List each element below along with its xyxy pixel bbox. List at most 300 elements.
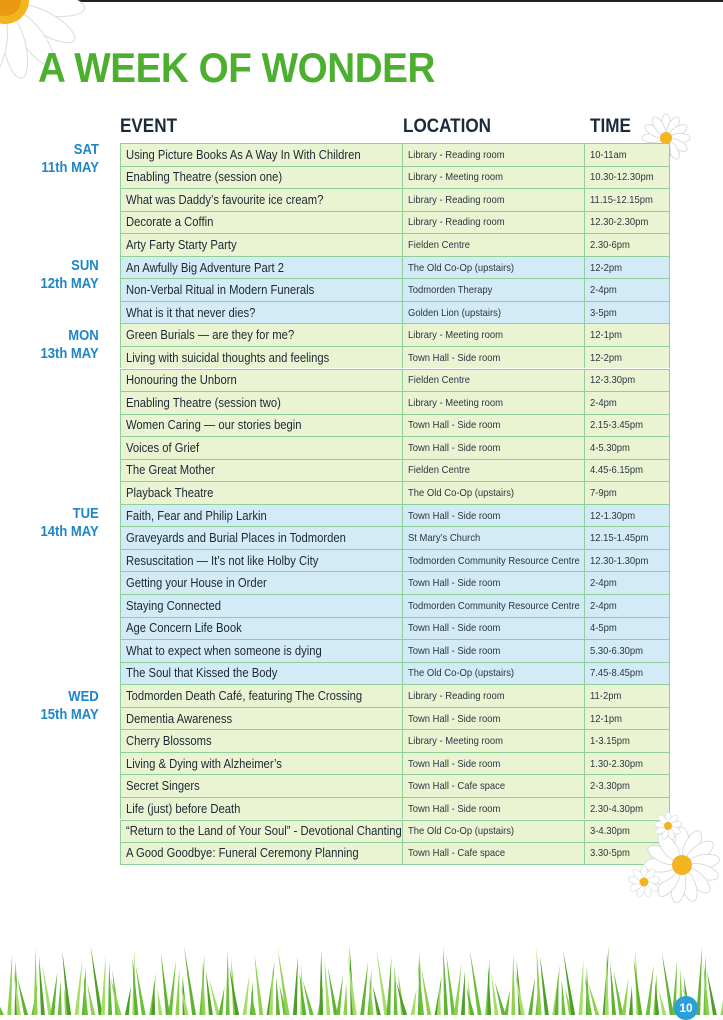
page-number-badge: 10: [674, 996, 698, 1020]
event-cell: [120, 211, 402, 234]
location-cell: [402, 549, 584, 572]
location-cell-text: The Old Co-Op (upstairs): [408, 487, 515, 500]
table-row: [120, 143, 670, 166]
table-row: [120, 729, 670, 752]
grass-blade: [336, 975, 343, 1015]
event-cell: [120, 346, 402, 369]
table-row: [120, 346, 670, 369]
time-cell: [584, 346, 670, 369]
time-cell: [584, 684, 670, 707]
time-cell: [584, 526, 670, 549]
event-column-header: EVENT: [120, 116, 178, 137]
location-cell-text: Town Hall - Side room: [408, 757, 501, 770]
time-cell-text: 12-2pm: [590, 351, 623, 364]
event-cell-text: An Awfully Big Adventure Part 2: [126, 260, 285, 275]
table-row: [120, 504, 670, 527]
table-row: [120, 707, 670, 730]
location-cell-text: Town Hall - Side room: [408, 441, 501, 454]
event-cell-text: Life (just) before Death: [126, 801, 241, 816]
location-cell-text: Town Hall - Side room: [408, 419, 501, 432]
time-cell: [584, 504, 670, 527]
time-cell: [584, 323, 670, 346]
time-cell-text: 10-11am: [590, 148, 627, 161]
location-cell-text: Town Hall - Side room: [408, 644, 501, 657]
grass-blade: [343, 983, 347, 1015]
location-cell-text: Library - Reading room: [408, 193, 505, 206]
event-cell-text: Resuscitation — It’s not like Holby City: [126, 553, 319, 568]
page-title: A WEEK OF WONDER: [38, 44, 435, 91]
grass-blade: [454, 963, 462, 1015]
location-cell: [402, 369, 584, 392]
grass-blade: [276, 977, 280, 1015]
table-row: [120, 166, 670, 189]
location-cell: [402, 797, 584, 820]
time-cell-text: 1.30-2.30pm: [590, 757, 644, 770]
location-cell: [402, 211, 584, 234]
event-cell-text: The Soul that Kissed the Body: [126, 666, 278, 681]
event-cell-text: Voices of Grief: [126, 440, 200, 455]
location-cell-text: Town Hall - Side room: [408, 712, 501, 725]
location-cell: [402, 233, 584, 256]
location-cell: [402, 842, 584, 865]
location-cell: [402, 323, 584, 346]
grass-blade: [50, 972, 57, 1015]
grass-blade: [34, 948, 38, 1015]
location-cell-text: Fielden Centre: [408, 238, 470, 251]
event-cell-text: Women Caring — our stories begin: [126, 418, 302, 433]
time-cell-text: 2-3.30pm: [590, 780, 630, 793]
grass-blade: [62, 951, 71, 1015]
grass-blade: [254, 953, 263, 1015]
event-cell: [120, 797, 402, 820]
grass-blade: [554, 972, 558, 1015]
event-cell-text: The Great Mother: [126, 463, 215, 478]
event-cell: [120, 526, 402, 549]
time-cell: [584, 166, 670, 189]
location-cell-text: Fielden Centre: [408, 464, 470, 477]
location-cell-text: Library - Meeting room: [408, 396, 504, 409]
location-cell: [402, 278, 584, 301]
table-row: [120, 301, 670, 324]
event-cell-text: A Good Goodbye: Funeral Ceremony Planning: [126, 846, 359, 861]
event-cell: [120, 278, 402, 301]
location-cell: [402, 391, 584, 414]
day-name: SAT: [73, 142, 99, 158]
time-cell-text: 4-5pm: [590, 622, 617, 635]
table-row: [120, 459, 670, 482]
day-label-sat: [35, 141, 99, 177]
grass-blade: [58, 980, 62, 1015]
event-cell-text: Using Picture Books As A Way In With Children: [126, 147, 361, 162]
grass-blade: [360, 962, 368, 1015]
table-row: [120, 391, 670, 414]
time-cell: [584, 571, 670, 594]
grass-blade: [269, 969, 273, 1015]
event-cell: [120, 617, 402, 640]
grass-blade: [370, 978, 374, 1015]
time-cell: [584, 481, 670, 504]
location-cell-text: Town Hall - Side room: [408, 577, 501, 590]
event-cell-text: Dementia Awareness: [126, 711, 233, 726]
day-label-wed: [34, 688, 99, 724]
table-row: [120, 211, 670, 234]
table-row: [120, 797, 670, 820]
grass-blade: [101, 954, 106, 1015]
grass-blade: [659, 989, 667, 1015]
location-cell-text: Town Hall - Side room: [408, 622, 501, 635]
event-cell: [120, 639, 402, 662]
time-cell-text: 7-9pm: [590, 487, 617, 500]
location-cell-text: Town Hall - Cafe space: [408, 780, 506, 793]
table-row: [120, 571, 670, 594]
time-cell-text: 2-4pm: [590, 396, 617, 409]
table-row: [120, 369, 670, 392]
event-cell: [120, 166, 402, 189]
table-row: [120, 233, 670, 256]
event-cell-text: Staying Connected: [126, 598, 222, 613]
time-cell-text: 2.30-4.30pm: [590, 802, 644, 815]
day-label-sun: [34, 257, 99, 293]
grass-blade: [243, 974, 250, 1015]
event-cell-text: Age Concern Life Book: [126, 621, 242, 636]
time-cell: [584, 143, 670, 166]
day-date: 12th MAY: [40, 276, 99, 292]
location-cell: [402, 820, 584, 843]
time-cell: [584, 617, 670, 640]
grass-blade: [610, 962, 616, 1015]
grass-blade: [348, 954, 357, 1015]
event-cell-text: Cherry Blossoms: [126, 734, 212, 749]
time-cell: [584, 436, 670, 459]
grass-blade: [655, 981, 659, 1015]
table-row: [120, 549, 670, 572]
event-cell: [120, 752, 402, 775]
location-cell-text: The Old Co-Op (upstairs): [408, 667, 515, 680]
table-row: [120, 639, 670, 662]
time-cell: [584, 774, 670, 797]
time-cell: [584, 459, 670, 482]
grass-blade: [528, 977, 535, 1015]
grass-blade: [75, 959, 83, 1015]
grass-blade: [87, 983, 95, 1015]
event-cell: [120, 504, 402, 527]
grass-blade: [629, 986, 633, 1015]
time-cell-text: 2-4pm: [590, 284, 617, 297]
time-cell-text: 12.30-1.30pm: [590, 554, 649, 567]
day-name: WED: [68, 689, 99, 705]
location-cell: [402, 436, 584, 459]
location-cell: [402, 639, 584, 662]
grass-blade: [622, 978, 629, 1015]
event-cell-text: Non-Verbal Ritual in Modern Funerals: [126, 283, 315, 298]
grass-blade: [158, 989, 163, 1015]
table-row: [120, 752, 670, 775]
location-cell-text: Town Hall - Side room: [408, 351, 501, 364]
table-row: [120, 323, 670, 346]
event-cell: [120, 301, 402, 324]
event-cell: [120, 143, 402, 166]
time-cell: [584, 639, 670, 662]
time-cell-text: 12-2pm: [590, 261, 623, 274]
day-name: MON: [68, 328, 99, 344]
location-cell-text: Library - Reading room: [408, 216, 505, 229]
location-cell: [402, 481, 584, 504]
grass-blade: [168, 960, 176, 1015]
grass-blade: [319, 951, 323, 1015]
time-cell: [584, 278, 670, 301]
time-cell: [584, 549, 670, 572]
table-row: [120, 684, 670, 707]
event-cell: [120, 369, 402, 392]
event-cell: [120, 729, 402, 752]
time-cell: [584, 414, 670, 437]
grass-blade: [39, 956, 45, 1015]
time-cell: [584, 233, 670, 256]
event-cell-text: Living with suicidal thoughts and feelings: [126, 350, 330, 365]
location-cell-text: Todmorden Therapy: [408, 284, 493, 297]
event-cell-text: Living & Dying with Alzheimer’s: [126, 756, 282, 771]
grass-blade: [84, 975, 88, 1015]
time-cell-text: 4.45-6.15pm: [590, 464, 644, 477]
day-name: SUN: [71, 258, 99, 274]
time-cell-text: 1-3.15pm: [590, 735, 630, 748]
time-cell: [584, 729, 670, 752]
event-cell-text: Faith, Fear and Philip Larkin: [126, 508, 267, 523]
grass-border: [0, 940, 723, 1015]
event-cell-text: Arty Farty Starty Party: [126, 237, 237, 252]
time-cell-text: 2-4pm: [590, 577, 617, 590]
table-row: [120, 617, 670, 640]
event-cell: [120, 391, 402, 414]
location-cell: [402, 684, 584, 707]
grass-blade: [181, 984, 189, 1015]
location-cell-text: Library - Meeting room: [408, 735, 504, 748]
time-cell-text: 5.30-6.30pm: [590, 644, 644, 657]
grass-blade: [325, 959, 331, 1015]
event-cell-text: Enabling Theatre (session two): [126, 395, 281, 410]
day-name: TUE: [72, 506, 99, 522]
table-row: [120, 662, 670, 685]
location-cell-text: The Old Co-Op (upstairs): [408, 261, 515, 274]
event-cell-text: Secret Singers: [126, 779, 200, 794]
time-cell-text: 12-1pm: [590, 712, 623, 725]
grass-blade: [461, 971, 465, 1015]
location-cell-text: Library - Reading room: [408, 148, 505, 161]
location-cell: [402, 188, 584, 211]
location-cell-text: Library - Meeting room: [408, 171, 504, 184]
grass-blade: [226, 950, 230, 1015]
time-cell-text: 7.45-8.45pm: [590, 667, 644, 680]
grass-blade: [218, 987, 224, 1015]
event-cell: [120, 459, 402, 482]
location-cell: [402, 459, 584, 482]
event-cell: [120, 549, 402, 572]
table-row: [120, 278, 670, 301]
event-cell: [120, 571, 402, 594]
event-cell: [120, 594, 402, 617]
grass-blade: [293, 956, 298, 1015]
location-cell: [402, 414, 584, 437]
event-cell-text: Playback Theatre: [126, 486, 214, 501]
event-cell-text: What is it that never dies?: [126, 305, 256, 320]
location-cell: [402, 571, 584, 594]
grass-blade: [125, 986, 131, 1015]
location-cell-text: Library - Reading room: [408, 689, 505, 702]
grass-blade: [562, 980, 566, 1015]
time-cell-text: 2.30-6pm: [590, 238, 630, 251]
grass-blade: [492, 974, 499, 1015]
event-cell: [120, 323, 402, 346]
grass-blade: [446, 955, 455, 1015]
time-cell-text: 12-1.30pm: [590, 509, 636, 522]
location-cell-text: Town Hall - Cafe space: [408, 847, 506, 860]
grass-blade: [633, 957, 642, 1015]
location-cell-text: Todmorden Community Resource Centre: [408, 599, 580, 612]
time-cell-text: 11-2pm: [590, 689, 622, 702]
time-cell-text: 3.30-5pm: [590, 847, 630, 860]
time-cell: [584, 707, 670, 730]
event-cell: [120, 684, 402, 707]
location-cell-text: Fielden Centre: [408, 374, 470, 387]
table-row: [120, 256, 670, 279]
grass-blade: [466, 987, 474, 1015]
table-row: [120, 594, 670, 617]
location-cell: [402, 752, 584, 775]
grass-blade: [662, 952, 674, 1015]
time-cell-text: 3-4.30pm: [590, 825, 630, 838]
grass-blade: [443, 947, 448, 1015]
grass-blade: [7, 953, 12, 1015]
location-cell-text: Town Hall - Side room: [408, 802, 501, 815]
day-label-tue: [34, 505, 99, 541]
location-cell: [402, 526, 584, 549]
table-row: [120, 436, 670, 459]
time-cell-text: 3-5pm: [590, 306, 617, 319]
table-row: [120, 842, 670, 865]
time-cell: [584, 211, 670, 234]
time-cell-text: 2.15-3.45pm: [590, 419, 644, 432]
location-cell: [402, 617, 584, 640]
event-cell-text: Todmorden Death Café, featuring The Crossing: [126, 688, 363, 703]
location-cell: [402, 504, 584, 527]
grass-blade: [646, 965, 654, 1015]
location-cell-text: The Old Co-Op (upstairs): [408, 825, 515, 838]
grass-blade: [108, 962, 112, 1015]
grass-blade: [511, 953, 515, 1015]
day-date: 11th MAY: [41, 160, 99, 176]
table-row: [120, 774, 670, 797]
location-cell: [402, 143, 584, 166]
time-cell: [584, 256, 670, 279]
event-cell: [120, 774, 402, 797]
daisy-flower-bottom-right: [620, 810, 723, 910]
event-cell-text: Honouring the Unborn: [126, 373, 237, 388]
time-cell-text: 12-1pm: [590, 329, 623, 342]
location-cell-text: Golden Lion (upstairs): [408, 306, 501, 319]
event-cell: [120, 481, 402, 504]
time-cell: [584, 594, 670, 617]
table-row: [120, 188, 670, 211]
time-cell-text: 12.30-2.30pm: [590, 216, 649, 229]
day-date: 13th MAY: [40, 346, 99, 362]
event-cell: [120, 233, 402, 256]
time-cell: [584, 752, 670, 775]
location-cell-text: Town Hall - Side room: [408, 509, 501, 522]
grass-blade: [206, 971, 213, 1015]
time-cell-text: 11.15-12.15pm: [590, 193, 653, 206]
location-cell: [402, 346, 584, 369]
location-cell-text: Library - Meeting room: [408, 329, 504, 342]
location-cell: [402, 774, 584, 797]
grass-blade: [394, 965, 398, 1015]
time-cell-text: 2-4pm: [590, 599, 617, 612]
time-cell-text: 12.15-1.45pm: [590, 532, 649, 545]
event-cell: [120, 436, 402, 459]
event-cell-text: Decorate a Coffin: [126, 215, 214, 230]
location-cell: [402, 707, 584, 730]
grass-blade: [373, 986, 381, 1015]
time-cell-text: 10.30-12.30pm: [590, 171, 654, 184]
grass-blade: [411, 989, 417, 1015]
location-cell: [402, 166, 584, 189]
time-cell-text: 4-5.30pm: [590, 441, 630, 454]
grass-blade: [386, 957, 391, 1015]
time-cell: [584, 301, 670, 324]
location-cell-text: Todmorden Community Resource Centre: [408, 554, 580, 567]
event-cell: [120, 842, 402, 865]
day-date: 14th MAY: [40, 524, 99, 540]
event-cell-text: What was Daddy’s favourite ice cream?: [126, 192, 324, 207]
event-cell: [120, 256, 402, 279]
location-cell-text: St Mary’s Church: [408, 532, 481, 545]
location-cell: [402, 729, 584, 752]
event-cell-text: “Return to the Land of Your Soul” - Devotional Chanting: [126, 824, 402, 839]
event-cell: [120, 414, 402, 437]
location-cell: [402, 594, 584, 617]
grass-blade: [0, 990, 4, 1015]
location-cell: [402, 662, 584, 685]
event-cell-text: Graveyards and Burial Places in Todmorden: [126, 531, 346, 546]
event-cell: [120, 188, 402, 211]
grass-blade: [175, 968, 179, 1015]
grass-blade: [161, 952, 170, 1015]
time-cell: [584, 391, 670, 414]
table-row: [120, 820, 670, 843]
time-cell: [584, 188, 670, 211]
time-cell: [584, 369, 670, 392]
table-row: [120, 481, 670, 504]
event-cell: [120, 662, 402, 685]
day-date: 15th MAY: [40, 707, 99, 723]
event-cell: [120, 820, 402, 843]
table-row: [120, 414, 670, 437]
schedule-table: [120, 143, 670, 865]
event-cell-text: Green Burials — are they for me?: [126, 328, 295, 343]
location-column-header: LOCATION: [403, 116, 492, 137]
event-cell-text: Enabling Theatre (session one): [126, 170, 283, 185]
time-column-header: TIME: [590, 116, 631, 137]
event-cell: [120, 707, 402, 730]
grass-blade: [504, 990, 510, 1015]
location-cell: [402, 301, 584, 324]
event-cell-text: What to expect when someone is dying: [126, 643, 322, 658]
time-cell-text: 12-3.30pm: [590, 374, 636, 387]
event-cell-text: Getting your House in Order: [126, 576, 267, 591]
grass-blade: [579, 959, 584, 1015]
location-cell: [402, 256, 584, 279]
grass-blade: [540, 956, 549, 1015]
table-row: [120, 526, 670, 549]
